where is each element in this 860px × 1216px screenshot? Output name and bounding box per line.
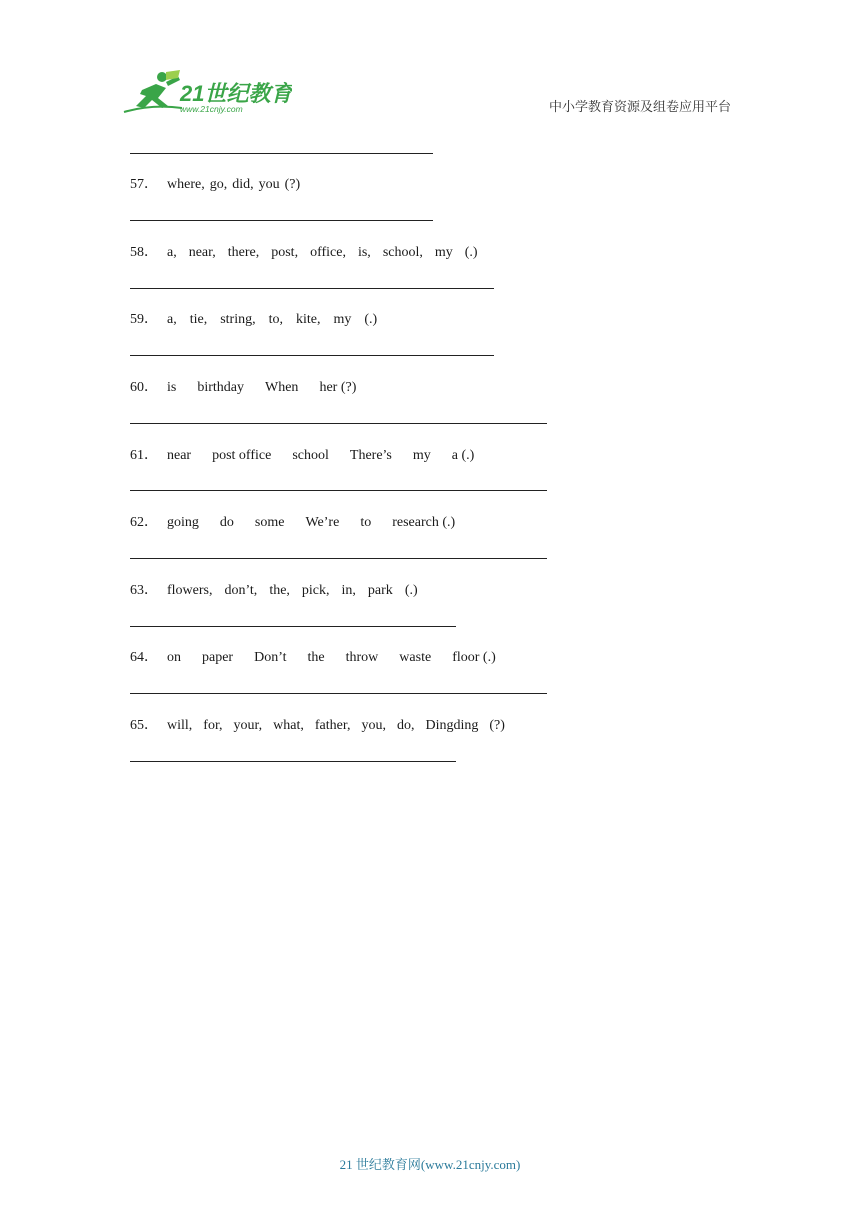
question-number: 65． — [130, 718, 158, 733]
word: flowers, — [167, 583, 213, 598]
word: school, — [382, 245, 423, 260]
word: research (.) — [392, 515, 456, 530]
word: Dingding — [425, 718, 479, 733]
answer-line-62[interactable] — [130, 558, 547, 559]
question-63 — [130, 579, 418, 599]
word: is — [167, 380, 177, 395]
word: my — [412, 448, 431, 463]
word: go, — [209, 177, 228, 192]
question-number: 63． — [130, 583, 158, 598]
word: what, — [273, 718, 304, 733]
word: (?) — [284, 177, 301, 192]
word: a (.) — [451, 448, 475, 463]
header-tagline: 中小学教育资源及组卷应用平台 — [549, 100, 732, 115]
word: the, — [269, 583, 290, 598]
word: near — [167, 448, 192, 463]
answer-line-56[interactable] — [130, 153, 433, 154]
question-57 — [130, 173, 300, 193]
question-number: 62． — [130, 515, 158, 530]
word: We’re — [305, 515, 340, 530]
runner-logo-icon — [122, 68, 292, 116]
answer-line-57[interactable] — [130, 220, 433, 221]
word: a, — [167, 312, 177, 327]
word: father, — [314, 718, 351, 733]
word: There’s — [349, 448, 392, 463]
question-58 — [130, 241, 478, 261]
logo-text: 21世纪教育 — [180, 81, 292, 106]
word: post office — [212, 448, 272, 463]
word: you, — [361, 718, 386, 733]
question-number: 64． — [130, 650, 158, 665]
word: you — [258, 177, 280, 192]
site-logo — [122, 68, 292, 116]
word: birthday — [197, 380, 244, 395]
word: (.) — [404, 583, 418, 598]
question-62 — [130, 511, 455, 531]
word: where, — [167, 177, 205, 192]
question-number: 58． — [130, 245, 158, 260]
word: park — [367, 583, 393, 598]
question-64 — [130, 646, 496, 666]
question-number: 61． — [130, 448, 158, 463]
word: a, — [167, 245, 177, 260]
logo-url: www.21cnjy.com — [180, 104, 243, 114]
word: to — [360, 515, 372, 530]
word: waste — [399, 650, 432, 665]
answer-line-63[interactable] — [130, 626, 456, 627]
question-number: 60． — [130, 380, 158, 395]
word: do — [219, 515, 234, 530]
word: (.) — [364, 312, 378, 327]
word: post, — [271, 245, 299, 260]
word: office, — [310, 245, 346, 260]
word: did, — [232, 177, 254, 192]
word: pick, — [301, 583, 330, 598]
word: When — [265, 380, 299, 395]
word: don’t, — [224, 583, 258, 598]
answer-line-58[interactable] — [130, 288, 494, 289]
word: on — [167, 650, 181, 665]
answer-line-61[interactable] — [130, 490, 547, 491]
question-59 — [130, 308, 377, 328]
word: will, — [167, 718, 193, 733]
word: going — [167, 515, 199, 530]
word: your, — [233, 718, 263, 733]
word: school — [292, 448, 329, 463]
word: Don’t — [254, 650, 287, 665]
word: some — [254, 515, 285, 530]
word: is, — [357, 245, 371, 260]
word: floor (.) — [452, 650, 496, 665]
answer-line-64[interactable] — [130, 693, 547, 694]
word: (?) — [489, 718, 505, 733]
word: her (?) — [319, 380, 357, 395]
question-60 — [130, 376, 356, 396]
question-number: 57． — [130, 177, 158, 192]
word: (.) — [464, 245, 478, 260]
word: to, — [268, 312, 283, 327]
word: paper — [202, 650, 234, 665]
answer-line-60[interactable] — [130, 423, 547, 424]
answer-line-59[interactable] — [130, 355, 494, 356]
word: tie, — [189, 312, 208, 327]
word: the — [307, 650, 325, 665]
word: my — [333, 312, 352, 327]
word: near, — [188, 245, 216, 260]
question-number: 59． — [130, 312, 158, 327]
word: kite, — [296, 312, 321, 327]
word: my — [434, 245, 453, 260]
word: do, — [396, 718, 415, 733]
word: for, — [203, 718, 223, 733]
word: there, — [227, 245, 260, 260]
footer-text: 21 世纪教育网(www.21cnjy.com) — [339, 1157, 521, 1172]
word: throw — [345, 650, 379, 665]
word: string, — [220, 312, 256, 327]
question-61 — [130, 444, 474, 464]
question-65 — [130, 714, 505, 734]
answer-line-65[interactable] — [130, 761, 456, 762]
word: in, — [341, 583, 356, 598]
